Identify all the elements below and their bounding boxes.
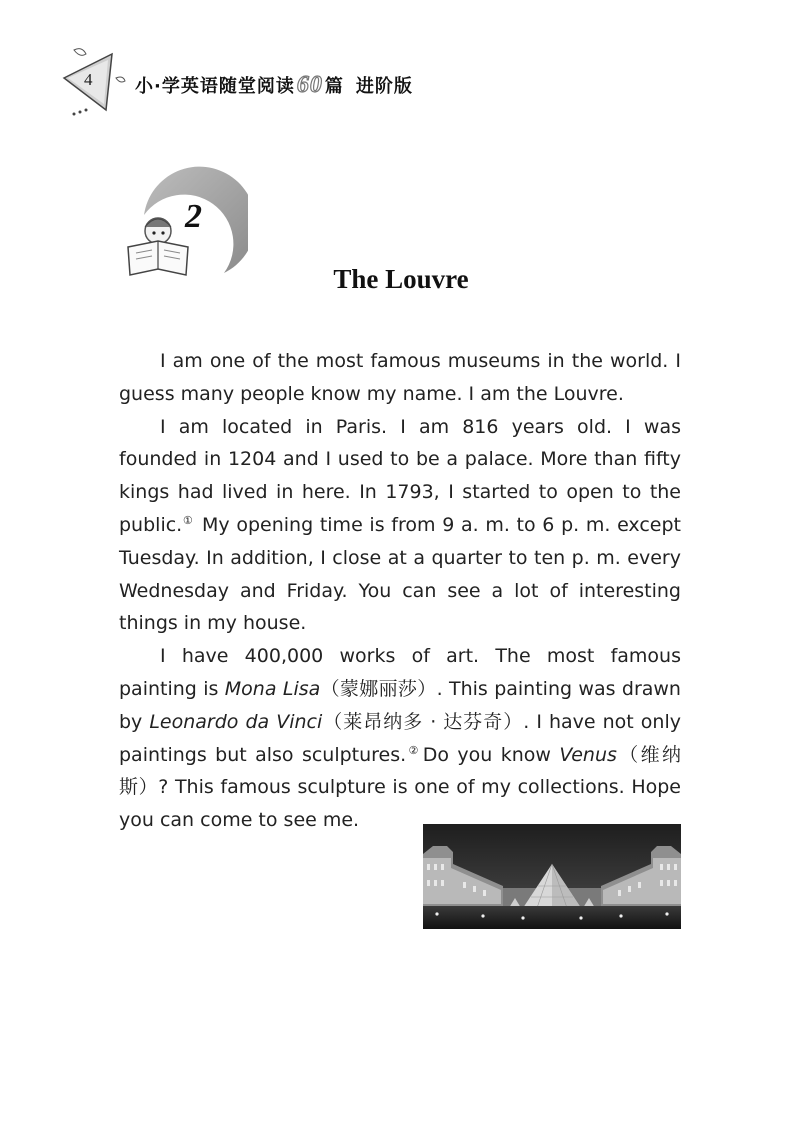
book-title-suffix: 篇 [324,76,344,97]
lesson-number: 2 [185,198,202,235]
book-title-prefix: 小·学英语随堂阅读 [135,76,295,97]
page-number: 4 [84,70,93,89]
paragraph-3 [119,640,681,837]
book-title [135,72,413,99]
passage [119,345,681,837]
paragraph-3-part-e: ? This famous sculpture is one of my collections. Hope you can come to see me. [119,776,681,832]
paragraph-3-part-b: . This painting was drawn by [119,677,681,733]
venus-name: Venus [559,743,617,766]
mona-lisa-name: Mona Lisa [224,677,321,700]
footnote-marker-2: ② [406,743,421,757]
venus-chinese: （维纳斯） [119,743,681,799]
da-vinci-chinese: （莱昂纳多 · 达芬奇） [322,710,524,733]
da-vinci-name: Leonardo da Vinci [149,710,323,733]
paragraph-3-part-c: . I have not only paintings but also sculptures. [119,710,681,766]
paragraph-2 [119,411,681,641]
paragraph-1: I am one of the most famous museums in the world. I guess many people know my name. I am the Louvre. [119,350,681,405]
book-title-number: 60 [296,72,323,98]
footnote-marker-1: ① [182,513,194,527]
louvre-pyramid-photo [423,824,681,929]
paragraph-2-part-b: My opening time is from 9 a. m. to 6 p. m. except Tuesday. In addition, I close at a quarter to ten p. m. every Wednesday and Friday. You can see a lot of interesting things in my house. [119,513,681,635]
mona-lisa-chinese: （蒙娜丽莎） [320,677,437,700]
lesson-title-text: The Louvre [333,264,469,294]
paragraph-3-part-d: Do you know [422,743,560,766]
lesson-title [0,264,800,295]
page-corner-triangle-icon [60,44,132,116]
book-subtitle: 进阶版 [355,76,413,97]
paragraph-2-part-a: I am located in Paris. I am 816 years old. I was founded in 1204 and I used to be a palace. More than fifty kings had lived in here. In 1793, I started to open to the public. [119,415,681,536]
paragraph-3-part-a: I have 400,000 works of art. The most famous painting is [119,645,681,700]
